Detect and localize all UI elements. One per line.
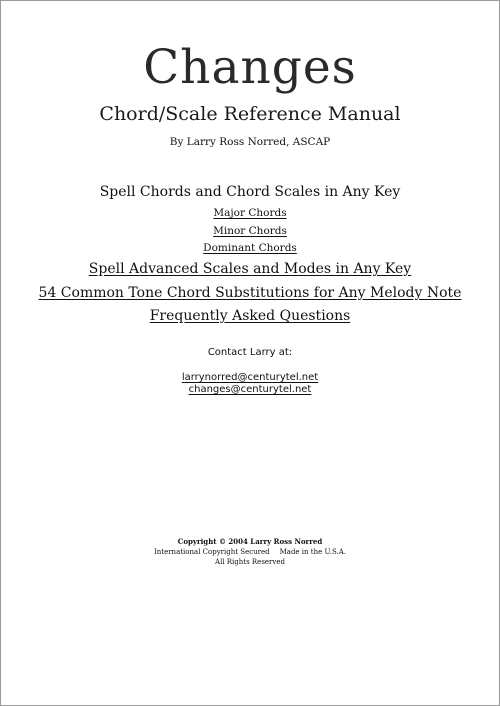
spell-chords-text: Spell Chords and Chord Scales in Any Key <box>99 184 401 200</box>
substitutions-row <box>0 283 500 303</box>
major-chords-link[interactable]: Major Chords <box>213 207 287 219</box>
dominant-chords-row <box>0 240 500 256</box>
minor-chords-row <box>0 223 500 239</box>
author-byline: By Larry Ross Norred, ASCAP <box>169 136 331 148</box>
document-subtitle: Chord/Scale Reference Manual <box>99 103 401 125</box>
major-chords-row <box>0 205 500 221</box>
email-secondary-link[interactable]: changes@centurytel.net <box>188 384 312 395</box>
faq-link[interactable]: Frequently Asked Questions <box>149 308 351 324</box>
minor-chords-link[interactable]: Minor Chords <box>213 225 287 237</box>
rights-reserved: All Rights Reserved <box>215 558 285 566</box>
faq-row <box>0 306 500 326</box>
document-title: Changes <box>143 40 357 95</box>
advanced-scales-link[interactable]: Spell Advanced Scales and Modes in Any Key <box>88 261 412 277</box>
dominant-chords-link[interactable]: Dominant Chords <box>203 242 297 254</box>
made-in-text: Made in the U.S.A. <box>279 548 346 556</box>
contact-label: Contact Larry at: <box>207 347 293 358</box>
substitutions-link[interactable]: 54 Common Tone Chord Substitutions for Any Melody Note <box>38 285 462 301</box>
copyright-notice: Copyright © 2004 Larry Ross Norred <box>177 537 323 546</box>
international-copyright-text: International Copyright Secured <box>153 548 270 556</box>
advanced-scales-row <box>0 259 500 279</box>
copyright-line <box>0 547 500 557</box>
email-secondary-row <box>0 383 500 396</box>
spell-chords-heading <box>0 182 500 202</box>
email-primary-link[interactable]: larrynorred@centurytel.net <box>181 372 319 383</box>
